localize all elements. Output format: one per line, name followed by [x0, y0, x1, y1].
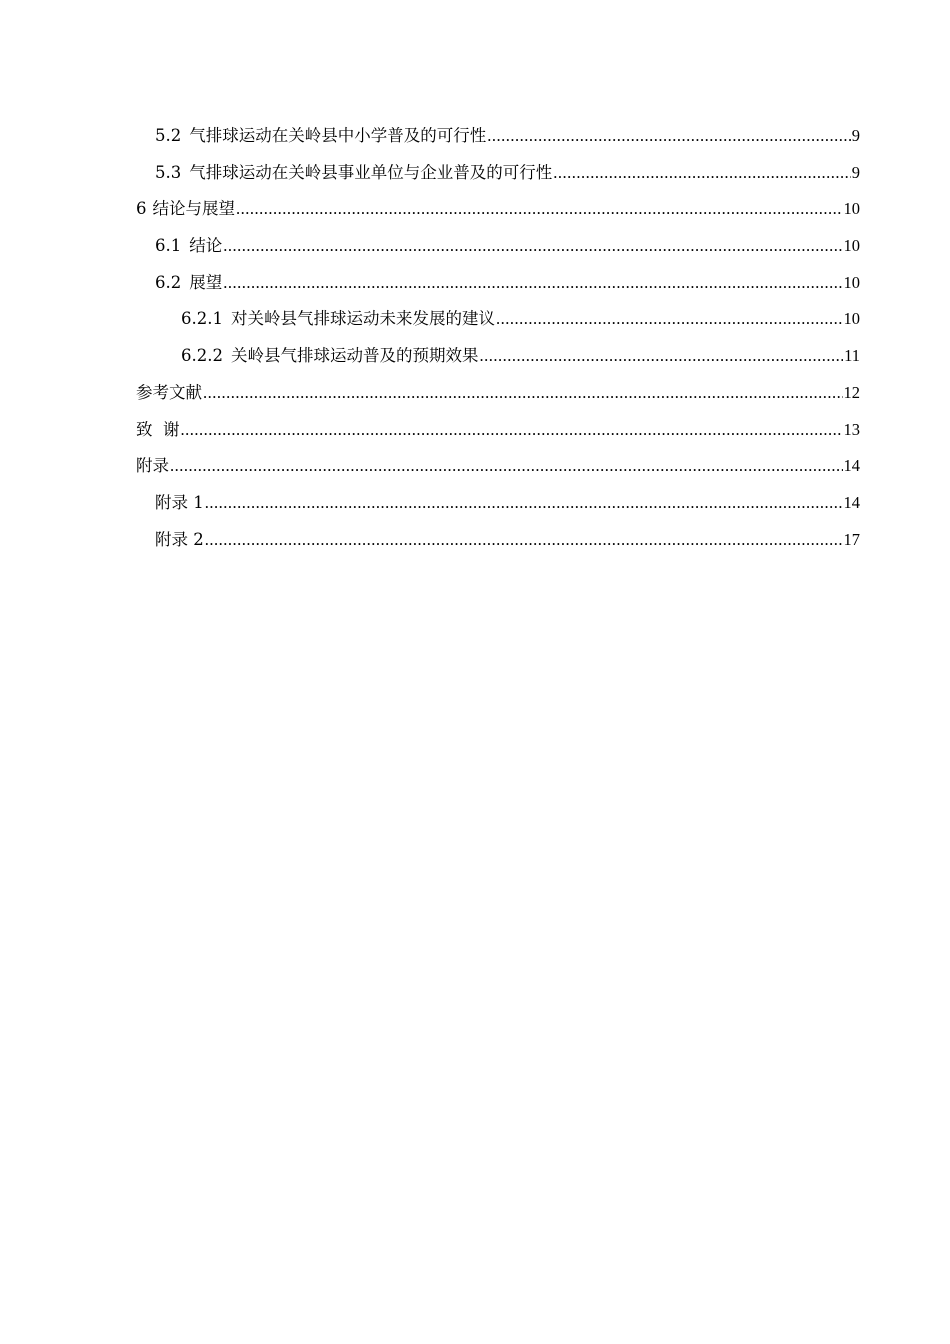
toc-entry-page: 12 [843, 382, 860, 402]
toc-entry-5-3[interactable] [136, 161, 860, 198]
toc-dot-leader [553, 161, 851, 185]
toc-entry-number: 6.2 [155, 272, 182, 292]
toc-entry-page: 14 [843, 456, 860, 476]
toc-entry-title: 参考文献 [136, 382, 202, 402]
toc-entry-page: 10 [843, 236, 860, 256]
toc-entry-title: 气排球运动在关岭县事业单位与企业普及的可行性 [189, 162, 553, 182]
toc-dot-leader [496, 307, 843, 331]
toc-entry-appendix-2[interactable] [136, 528, 860, 565]
toc-dot-leader [203, 381, 843, 405]
toc-entry-number: 5.3 [155, 162, 182, 182]
toc-entry-number: 6 [136, 199, 147, 219]
toc-entry-appendix[interactable] [136, 454, 860, 491]
toc-entry-title: 结论与展望 [152, 199, 235, 219]
toc-dot-leader [205, 491, 843, 515]
toc-dot-leader [170, 454, 843, 478]
toc-dot-leader [223, 271, 842, 295]
toc-entry-5-2[interactable] [136, 124, 860, 161]
toc-entry-title: 对关岭县气排球运动未来发展的建议 [230, 309, 495, 329]
toc-entry-number: 6.1 [155, 236, 182, 256]
toc-entry-title: 附录 1 [155, 492, 204, 512]
toc-entry-page: 13 [843, 419, 860, 439]
toc-entry-title: 关岭县气排球运动普及的预期效果 [230, 346, 479, 366]
toc-entry-title: 气排球运动在关岭县中小学普及的可行性 [189, 126, 487, 145]
toc-entry-number: 6.2.1 [181, 309, 223, 329]
toc-entry-6-2-1[interactable] [136, 307, 860, 344]
toc-entry-page: 14 [843, 492, 860, 512]
toc-entry-title: 附录 2 [155, 529, 204, 549]
toc-entry-references[interactable] [136, 381, 860, 418]
toc-entry-page: 10 [843, 309, 860, 329]
toc-dot-leader [236, 197, 843, 221]
toc-entry-6-1[interactable] [136, 234, 860, 271]
toc-entry-page: 10 [843, 199, 860, 219]
toc-entry-number: 5.2 [155, 126, 182, 145]
toc-entry-title: 展望 [189, 272, 223, 292]
table-of-contents [136, 124, 860, 564]
toc-dot-leader [181, 418, 843, 442]
toc-entry-page: 10 [843, 272, 860, 292]
toc-dot-leader [205, 528, 843, 552]
toc-dot-leader [223, 234, 842, 258]
toc-entry-title: 致 谢 [136, 419, 180, 439]
toc-entry-number: 6.2.2 [181, 346, 223, 366]
toc-entry-page: 9 [851, 162, 860, 182]
toc-entry-page: 11 [844, 346, 860, 366]
toc-entry-title: 附录 [136, 456, 169, 476]
toc-entry-page: 9 [851, 126, 860, 145]
toc-entry-acknowledgements[interactable] [136, 418, 860, 455]
toc-entry-appendix-1[interactable] [136, 491, 860, 528]
toc-entry-6[interactable] [136, 197, 860, 234]
toc-entry-6-2[interactable] [136, 271, 860, 308]
toc-dot-leader [479, 344, 843, 368]
toc-entry-title: 结论 [189, 236, 223, 256]
toc-entry-6-2-2[interactable] [136, 344, 860, 381]
toc-entry-page: 17 [843, 529, 860, 549]
toc-dot-leader [487, 124, 851, 148]
